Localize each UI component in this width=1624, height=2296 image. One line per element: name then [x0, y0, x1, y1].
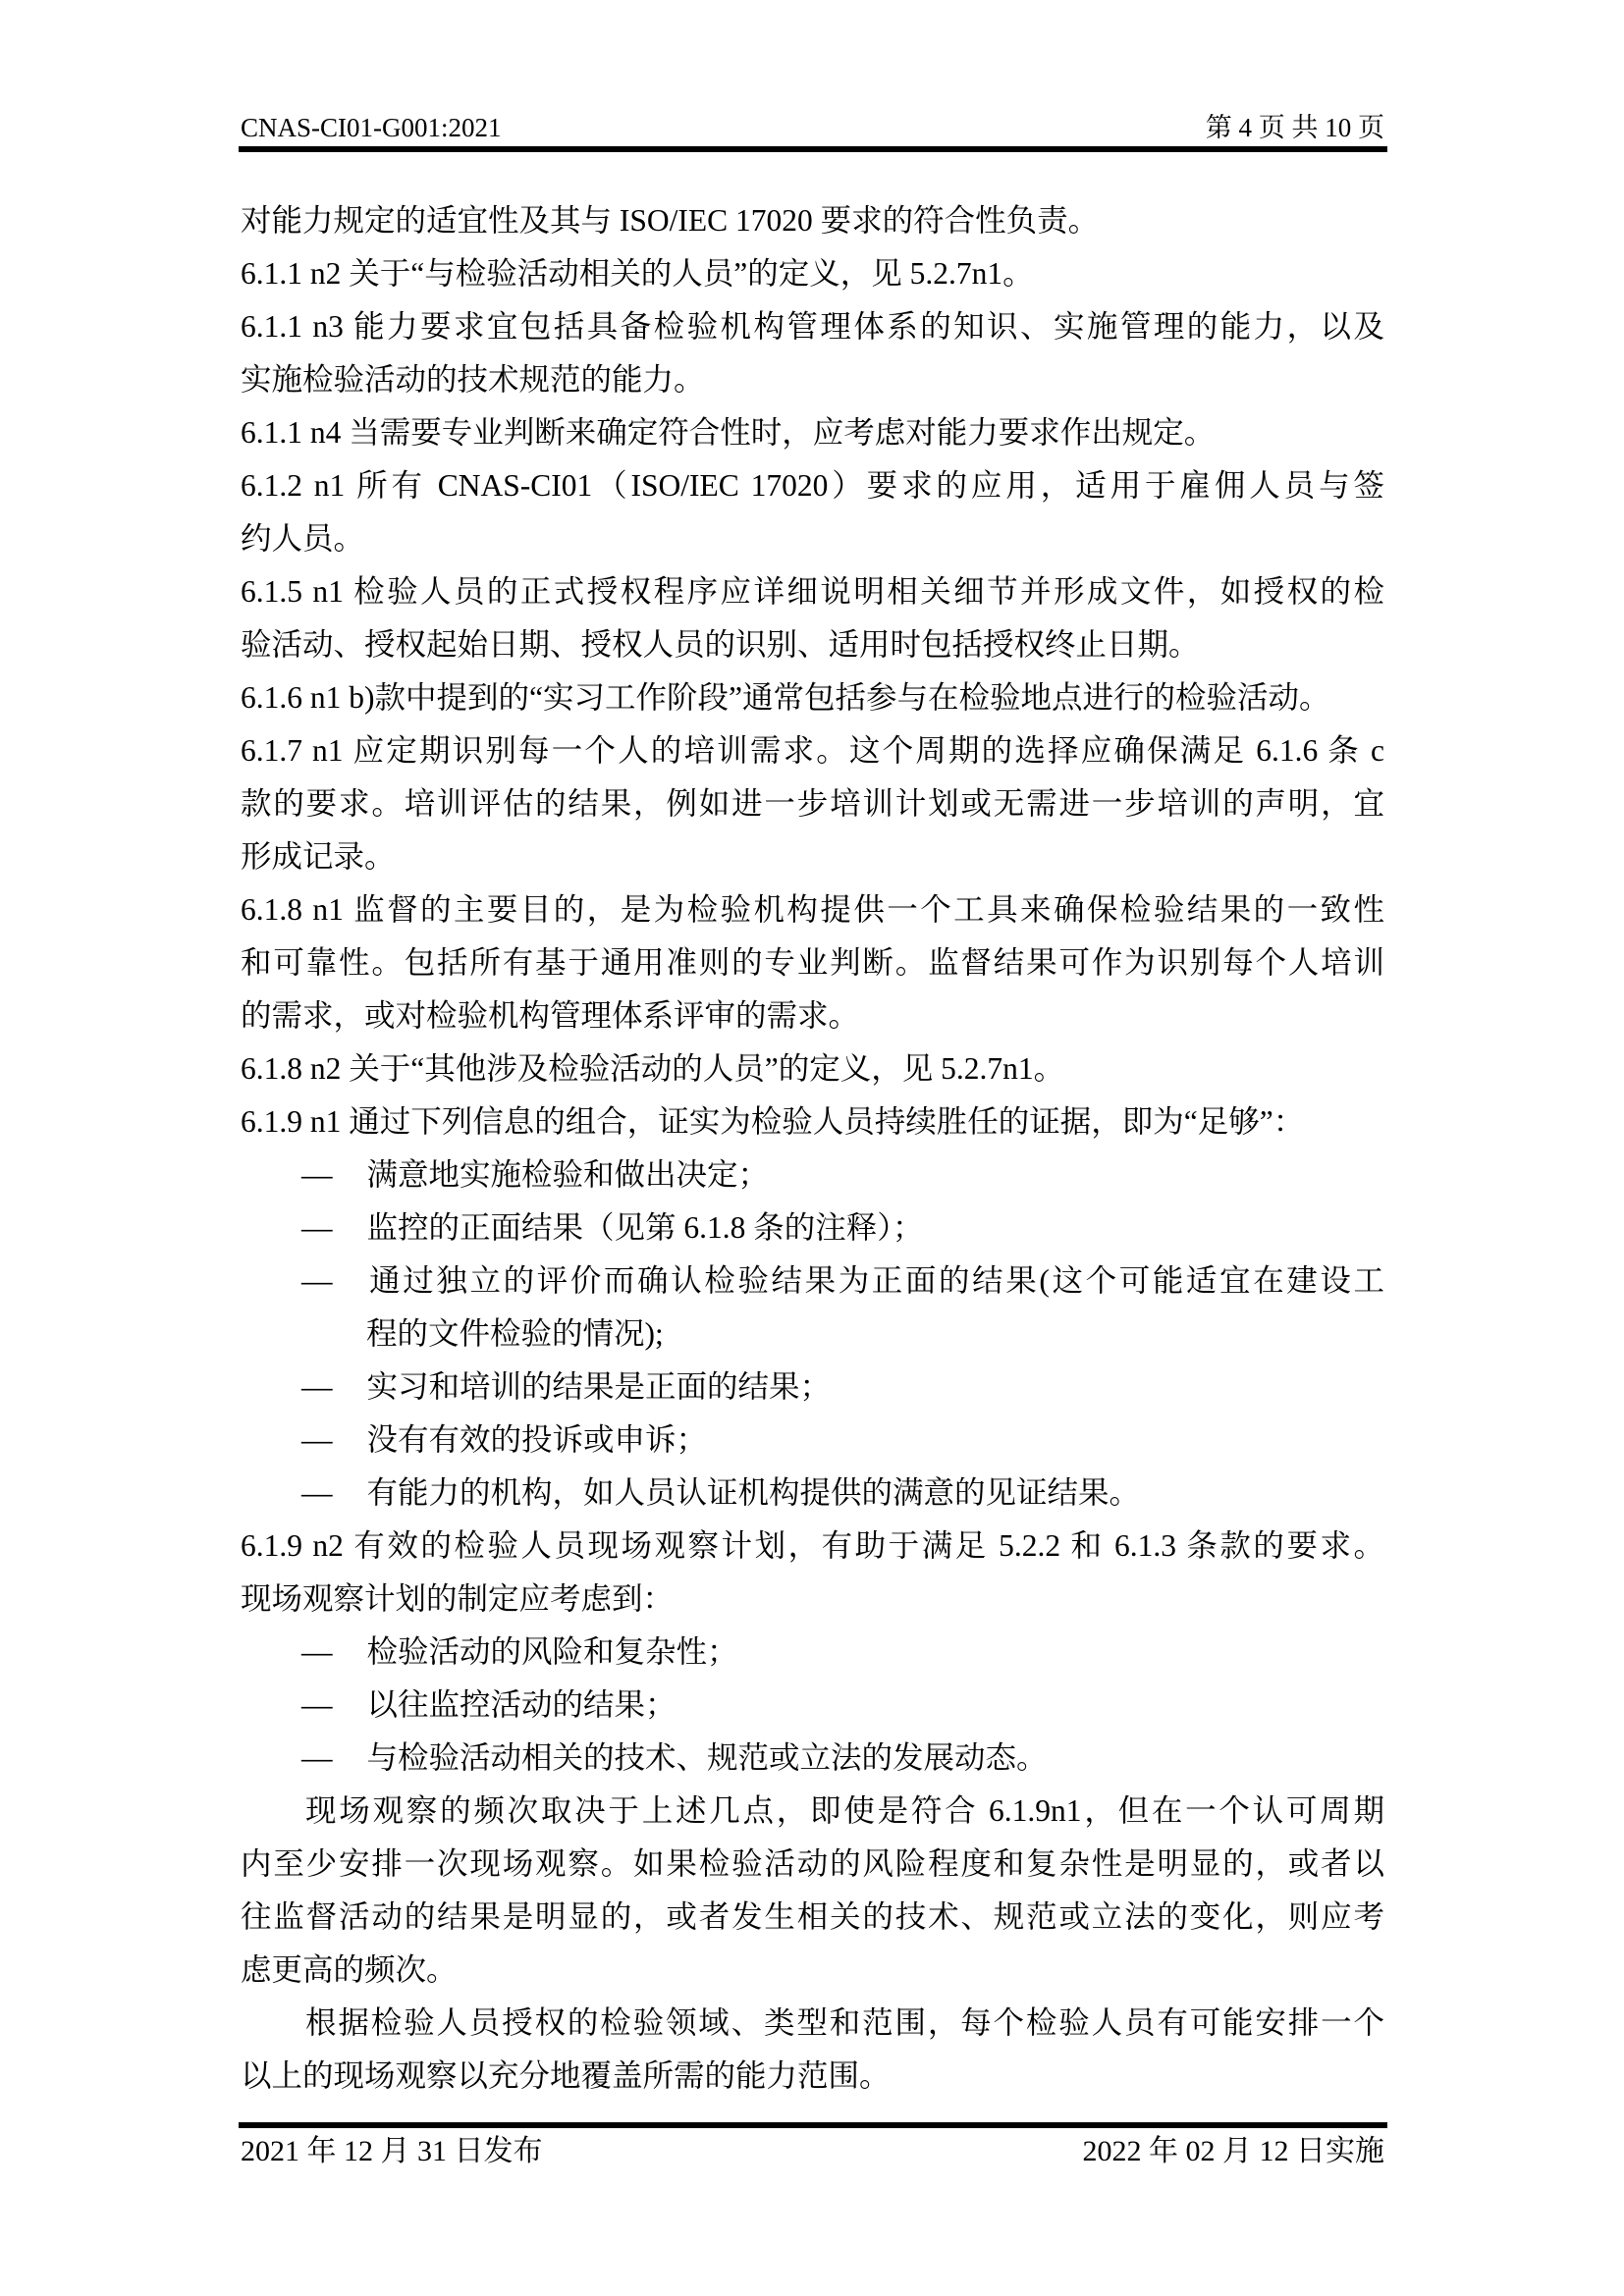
body-line-text: 6.1.9 n1 通过下列信息的组合，证实为检验人员持续胜任的证据，即为“足够”：	[241, 1104, 1305, 1139]
footer-divider	[239, 2122, 1387, 2128]
list-item-line	[241, 1414, 1384, 1467]
body-line-text: 6.1.8 n1 监督的主要目的，是为检验机构提供一个工具来确保检验结果的一致性	[241, 892, 1384, 927]
list-item-line	[241, 1361, 1384, 1414]
body-line-text: 现场观察计划的制定应考虑到：	[241, 1581, 675, 1616]
body-line-text: 满意地实施检验和做出决定；	[366, 1157, 770, 1192]
body-line	[241, 936, 1384, 989]
body-line-text: 根据检验人员授权的检验领域、类型和范围，每个检验人员有可能安排一个	[305, 2005, 1384, 2040]
body-line	[241, 1838, 1384, 1891]
body-line	[241, 830, 1384, 883]
body-line	[241, 1785, 1384, 1838]
bullet-dash: —	[301, 1422, 333, 1457]
page-header	[241, 112, 1384, 143]
bullet-dash: —	[301, 1634, 333, 1669]
body-line-text: 6.1.1 n3 能力要求宜包括具备检验机构管理体系的知识、实施管理的能力，以及	[241, 309, 1384, 344]
body-line	[241, 194, 1384, 247]
bullet-dash: —	[301, 1263, 333, 1298]
body-line	[241, 247, 1384, 300]
body-line	[241, 883, 1384, 936]
body-line-text: 验活动、授权起始日期、授权人员的识别、适用时包括授权终止日期。	[241, 627, 1200, 662]
document-code: CNAS-CI01-G001:2021	[241, 113, 502, 142]
page-footer	[241, 2132, 1384, 2171]
body-line	[241, 1095, 1384, 1148]
body-line-text: 没有有效的投诉或申诉；	[366, 1422, 708, 1457]
bullet-dash: —	[301, 1740, 333, 1775]
body-line-text: 形成记录。	[241, 839, 396, 874]
body-line-text: 虑更高的频次。	[241, 1952, 458, 1987]
body-line-text: 现场观察的频次取决于上述几点，即使是符合 6.1.9n1，但在一个认可周期	[305, 1793, 1384, 1828]
body-line-text: 以往监控活动的结果；	[366, 1687, 677, 1722]
page-number-info: 第 4 页 共 10 页	[1205, 113, 1384, 142]
body-line-text: 实施检验活动的技术规范的能力。	[241, 362, 705, 397]
bullet-dash: —	[301, 1687, 333, 1722]
body-line-text: 有能力的机构，如人员认证机构提供的满意的见证结果。	[366, 1475, 1141, 1510]
body-line	[241, 1042, 1384, 1095]
body-line-text: 检验活动的风险和复杂性；	[366, 1634, 738, 1669]
body-line	[241, 1308, 1384, 1361]
body-line	[241, 1944, 1384, 1997]
body-line	[241, 565, 1384, 618]
body-line	[241, 1573, 1384, 1626]
body-line-text: 6.1.2 n1 所有 CNAS-CI01（ISO/IEC 17020）要求的应用，适用于雇佣人员与签	[241, 468, 1384, 503]
body-line-text: 和可靠性。包括所有基于通用准则的专业判断。监督结果可作为识别每个人培训	[241, 945, 1384, 980]
list-item-line	[241, 1679, 1384, 1732]
list-item-line	[241, 1255, 1384, 1308]
body-line-text: 6.1.6 n1 b)款中提到的“实习工作阶段”通常包括参与在检验地点进行的检验活动。	[241, 680, 1330, 715]
body-line-text: 以上的现场观察以充分地覆盖所需的能力范围。	[241, 2058, 891, 2093]
body-line	[241, 989, 1384, 1042]
body-line-text: 与检验活动相关的技术、规范或立法的发展动态。	[366, 1740, 1048, 1775]
list-item-line	[241, 1732, 1384, 1785]
body-line	[241, 2050, 1384, 2103]
body-line-text: 实习和培训的结果是正面的结果；	[366, 1369, 832, 1404]
bullet-dash: —	[301, 1157, 333, 1192]
body-line	[241, 353, 1384, 406]
body-line-text: 6.1.1 n4 当需要专业判断来确定符合性时，应考虑对能力要求作出规定。	[241, 415, 1216, 450]
body-line-text: 内至少安排一次现场观察。如果检验活动的风险程度和复杂性是明显的，或者以	[241, 1846, 1384, 1881]
body-line-text: 通过独立的评价而确认检验结果为正面的结果(这个可能适宜在建设工	[366, 1263, 1384, 1298]
document-body	[241, 194, 1384, 2103]
bullet-dash: —	[301, 1475, 333, 1510]
body-line-text: 往监督活动的结果是明显的，或者发生相关的技术、规范或立法的变化，则应考	[241, 1899, 1384, 1934]
body-line	[241, 459, 1384, 512]
body-line	[241, 618, 1384, 671]
list-item-line	[241, 1467, 1384, 1520]
body-line-text: 监控的正面结果（见第 6.1.8 条的注释）；	[366, 1210, 924, 1245]
body-line-text: 6.1.7 n1 应定期识别每一个人的培训需求。这个周期的选择应确保满足 6.1.6 条 c	[241, 733, 1384, 768]
body-line	[241, 671, 1384, 724]
body-line	[241, 1891, 1384, 1944]
bullet-dash: —	[301, 1210, 333, 1245]
list-item-line	[241, 1201, 1384, 1255]
issue-date: 2021 年 12 月 31 日发布	[241, 2135, 543, 2167]
body-line-text: 6.1.1 n2 关于“与检验活动相关的人员”的定义，见 5.2.7n1。	[241, 256, 1034, 291]
bullet-dash: —	[301, 1369, 333, 1404]
body-line-text: 程的文件检验的情况);	[366, 1316, 664, 1351]
body-line	[241, 777, 1384, 830]
body-line-text: 对能力规定的适宜性及其与 ISO/IEC 17020 要求的符合性负责。	[241, 203, 1100, 238]
header-divider	[239, 146, 1387, 152]
body-line-text: 6.1.9 n2 有效的检验人员现场观察计划，有助于满足 5.2.2 和 6.1.3 条款的要求。	[241, 1528, 1384, 1563]
body-line-text: 的需求，或对检验机构管理体系评审的需求。	[241, 998, 860, 1033]
body-line-text: 款的要求。培训评估的结果，例如进一步培训计划或无需进一步培训的声明，宜	[241, 786, 1384, 821]
body-line	[241, 1997, 1384, 2050]
list-item-line	[241, 1148, 1384, 1201]
body-line	[241, 300, 1384, 353]
body-line	[241, 1520, 1384, 1573]
body-line-text: 6.1.8 n2 关于“其他涉及检验活动的人员”的定义，见 5.2.7n1。	[241, 1051, 1065, 1086]
body-line-text: 约人员。	[241, 521, 365, 556]
implementation-date: 2022 年 02 月 12 日实施	[1082, 2135, 1384, 2167]
body-line	[241, 512, 1384, 565]
list-item-line	[241, 1626, 1384, 1679]
body-line	[241, 724, 1384, 777]
body-line	[241, 406, 1384, 459]
body-line-text: 6.1.5 n1 检验人员的正式授权程序应详细说明相关细节并形成文件，如授权的检	[241, 574, 1384, 609]
